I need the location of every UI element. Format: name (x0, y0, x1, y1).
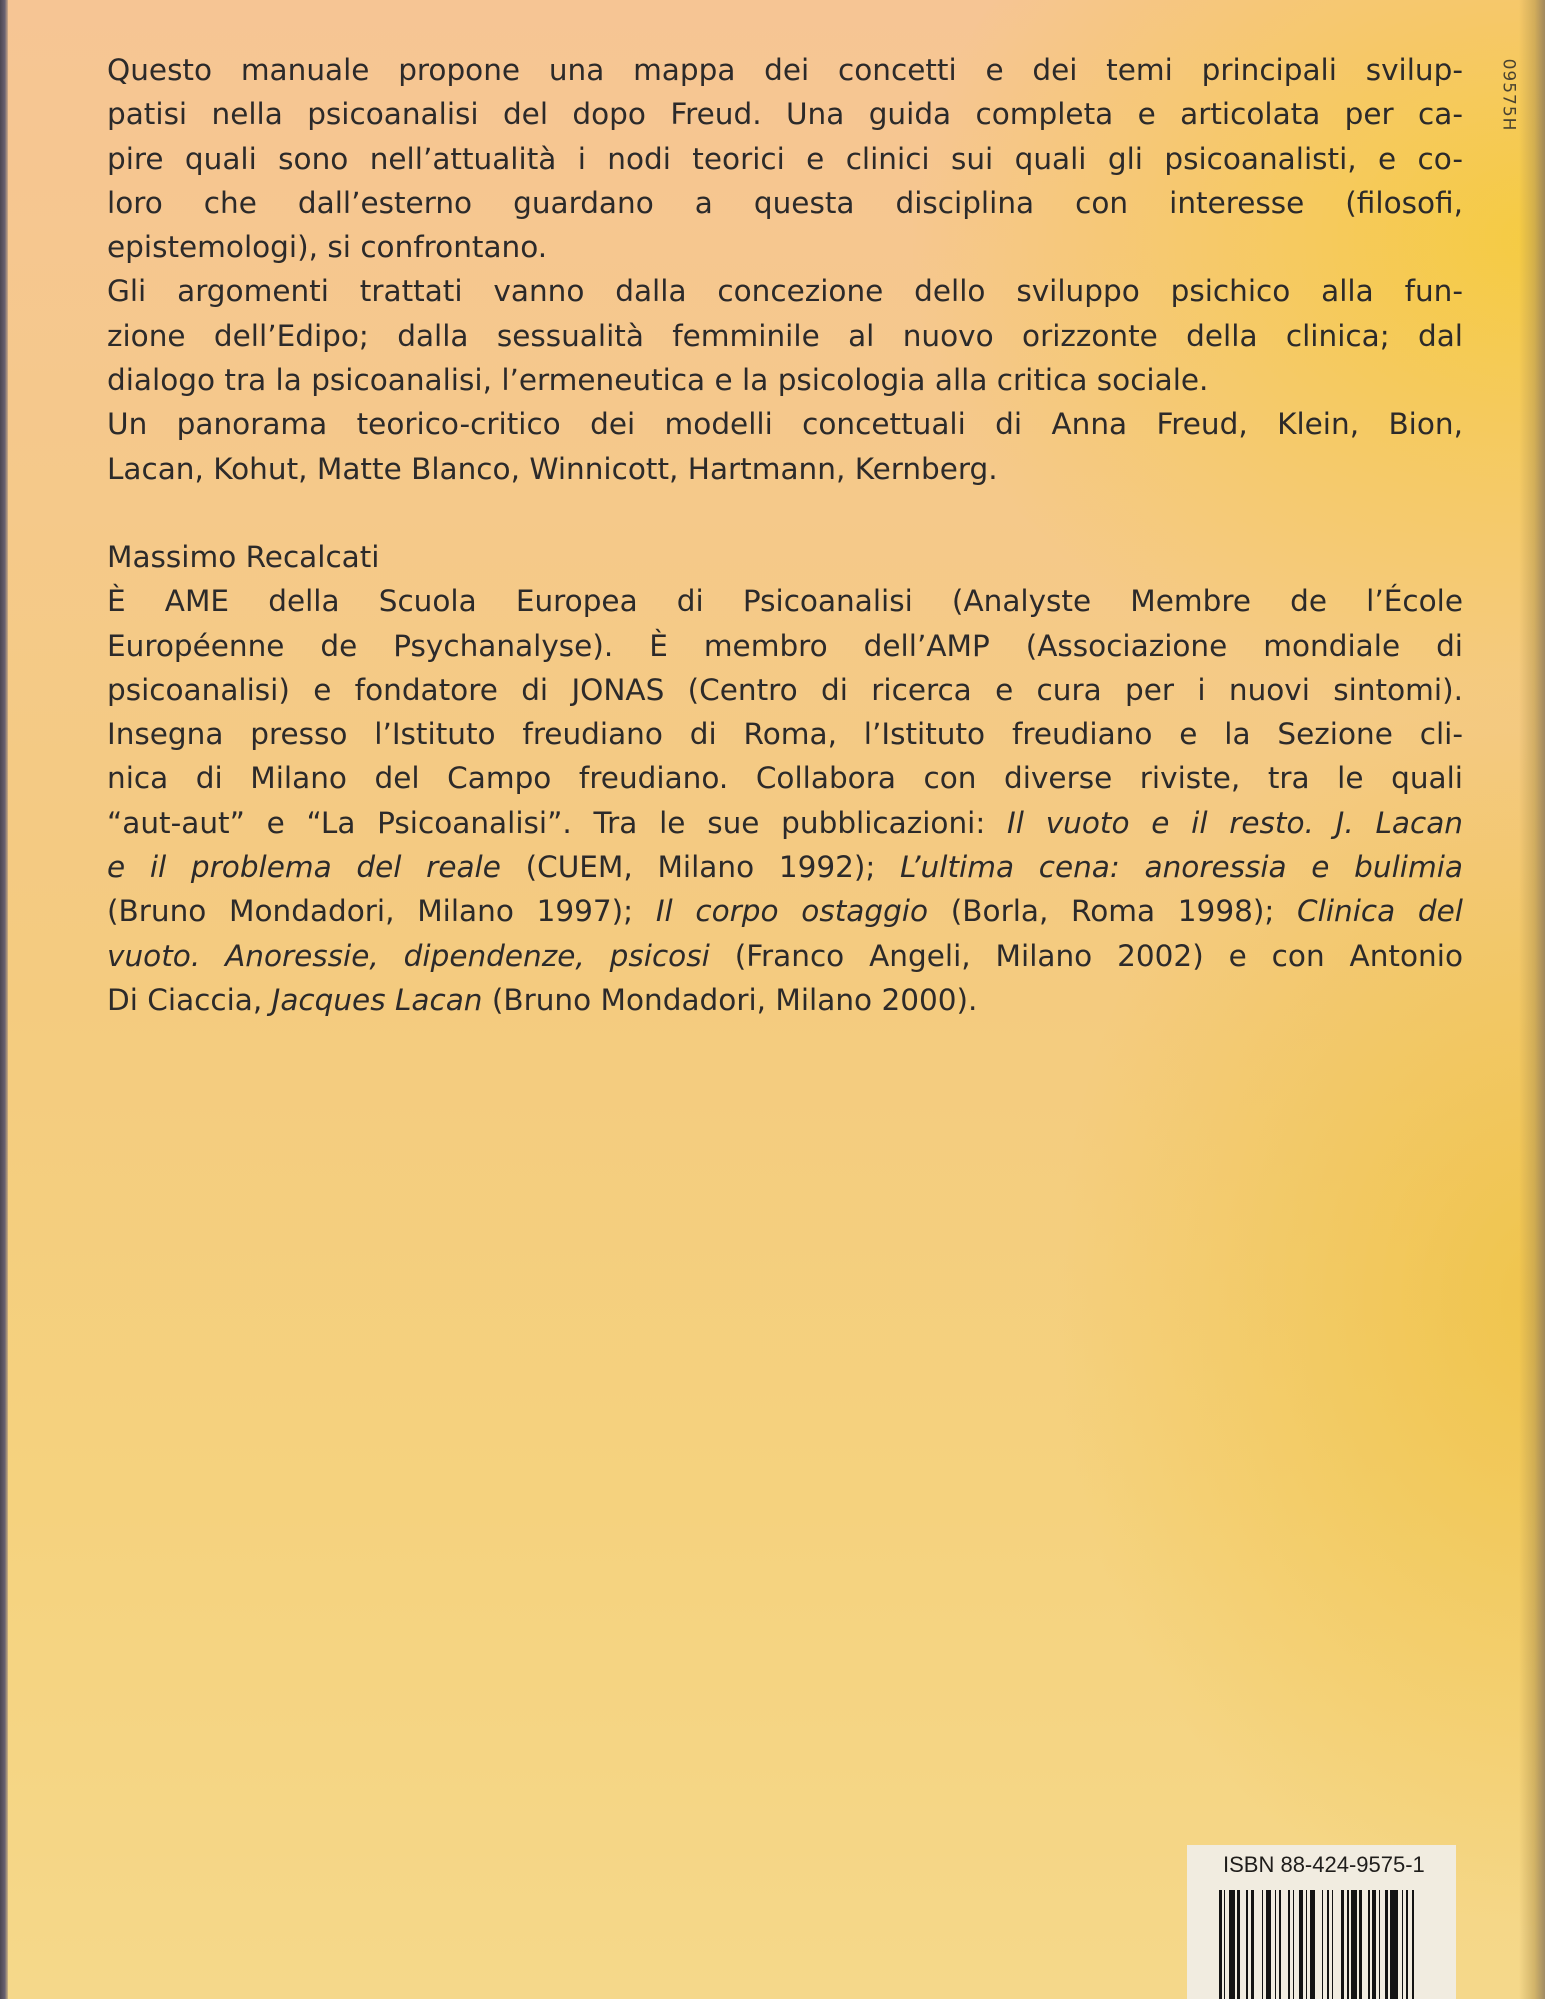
bio-line: È AME della Scuola Europea di Psicoanalisi (Analyste Membre de l’École (107, 584, 1463, 619)
bio-text: (Franco Angeli, Milano 2002) e con Antonio (709, 938, 1463, 973)
back-cover-text (107, 48, 1463, 1022)
description-line: patisi nella psicoanalisi del dopo Freud. Una guida completa e articolata per ca- (107, 97, 1463, 132)
book-title: Il corpo ostaggio (655, 894, 929, 929)
bio-text: “aut-aut” e “La Psicoanalisi”. Tra le sue pubblicazioni: (107, 805, 1008, 840)
bio-line (107, 889, 1463, 933)
book-title: Il vuoto e il resto. J. Lacan (1007, 805, 1463, 840)
description-line: Gli argomenti trattati vanno dalla concezione dello sviluppo psichico alla fun- (107, 274, 1463, 309)
bio-line: psicoanalisi) e fondatore di JONAS (Centro di ricerca e cura per i nuovi sintomi). (107, 672, 1463, 707)
description-line: dialogo tra la psicoanalisi, l’ermeneutica e la psicologia alla critica sociale. (107, 363, 1209, 398)
bio-text: (Bruno Mondadori, Milano 2000). (482, 982, 978, 1017)
book-title: Jacques Lacan (271, 982, 483, 1017)
description-line: Un panorama teorico-critico dei modelli concettuali di Anna Freud, Klein, Bion, (107, 407, 1463, 442)
description-line: epistemologi), si confrontano. (107, 230, 548, 265)
bio-text: (Borla, Roma 1998); (928, 894, 1298, 929)
product-code-text: 09575H (1498, 58, 1518, 132)
description-line: loro che dall’esterno guardano a questa disciplina con interesse (filosofi, (107, 185, 1463, 220)
book-title: L’ultima cena: anoressia e bulimia (900, 850, 1463, 885)
book-title: Clinica del (1297, 894, 1463, 929)
description-line: Lacan, Kohut, Matte Blanco, Winnicott, Hartmann, Kernberg. (107, 451, 998, 486)
bio-text: (Bruno Mondadori, Milano 1997); (107, 894, 656, 929)
bio-line (107, 801, 1463, 845)
bio-line (107, 845, 1463, 889)
bio-line: nica di Milano del Campo freudiano. Collabora con diverse riviste, tra le quali (107, 761, 1463, 796)
book-title: vuoto. Anoressie, dipendenze, psicosi (107, 938, 710, 973)
isbn-number: ISBN 88-424-9575-1 (1223, 1852, 1425, 1877)
book-title: e il problema del reale (107, 850, 501, 885)
bio-line: Européenne de Psychanalyse). È membro dell’AMP (Associazione mondiale di (107, 628, 1463, 663)
bio-line (107, 934, 1463, 978)
product-code (1488, 50, 1528, 140)
description-line: zione dell’Edipo; dalla sessualità femminile al nuovo orizzonte della clinica; dal (107, 318, 1463, 353)
author-section (107, 535, 1463, 1022)
bio-text: (CUEM, Milano 1992); (500, 850, 901, 885)
bio-line: Insegna presso l’Istituto freudiano di Roma, l’Istituto freudiano e la Sezione cli- (107, 717, 1463, 752)
book-description (107, 48, 1463, 491)
description-line: pire quali sono nell’attualità i nodi teorici e clinici sui quali gli psicoanalisti, e co- (107, 141, 1463, 176)
author-name: Massimo Recalcati (107, 539, 380, 574)
cover-right-edge (1519, 0, 1545, 1999)
bio-line (107, 978, 1463, 1022)
description-line: Questo manuale propone una mappa dei concetti e dei temi principali svilup- (107, 53, 1463, 87)
cover-left-edge (0, 0, 8, 1999)
isbn-barcode-box (1187, 1845, 1456, 1999)
barcode-icon (1219, 1890, 1423, 1999)
section-gap (107, 491, 1463, 535)
bio-text: Di Ciaccia, (107, 982, 272, 1017)
